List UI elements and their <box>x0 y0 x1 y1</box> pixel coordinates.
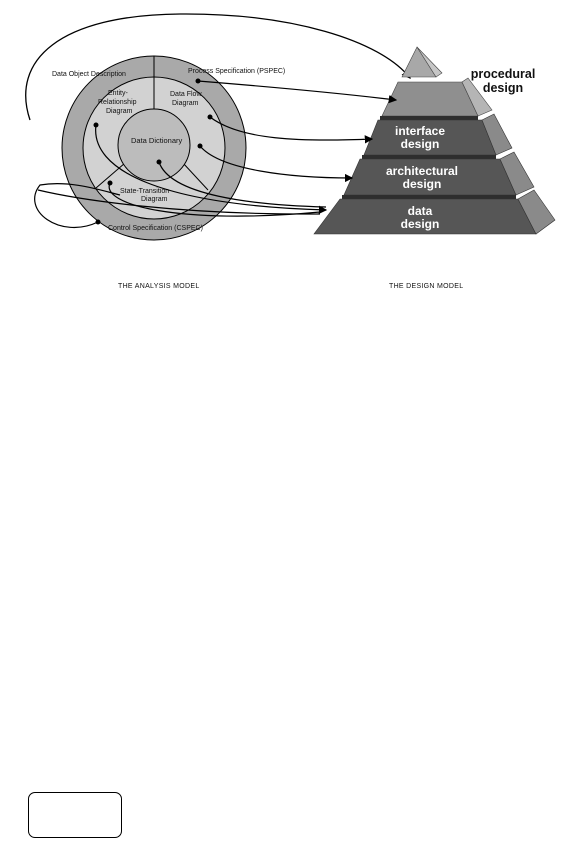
analysis-model-caption: THE ANALYSIS MODEL <box>118 283 200 290</box>
interface-band <box>362 155 496 159</box>
procedural-label-line2: design <box>482 81 524 95</box>
data-object-description-label: Data Object Description <box>52 71 126 78</box>
std-label-line2: Diagram <box>141 196 168 203</box>
interface-label-line2: design <box>400 137 440 151</box>
design-model-caption: THE DESIGN MODEL <box>389 283 464 290</box>
process-specification-label: Process Specification (PSPEC) <box>188 68 286 75</box>
procedural-tier-front <box>382 82 478 116</box>
architectural-label-line2: design <box>402 177 442 191</box>
erd-label-line2: Relationship <box>98 99 137 106</box>
erd-label-line3: Diagram <box>106 108 133 115</box>
procedural-band <box>380 116 478 120</box>
architectural-label-line1: architectural <box>385 164 459 178</box>
dfd-label-line1: Data Flow <box>170 91 202 98</box>
erd-label-line1: Entity- <box>108 90 128 97</box>
data-label-line2: design <box>400 217 440 231</box>
footer-box <box>28 792 122 838</box>
analysis-design-figure <box>0 0 571 300</box>
design-model-pyramid <box>314 47 555 234</box>
data-dictionary-circle <box>118 109 190 181</box>
data-label-line1: data <box>407 204 433 218</box>
procedural-label-line1: procedural <box>470 67 536 81</box>
std-label-line1: State-Transition <box>120 188 170 195</box>
interface-label-line1: interface <box>394 124 446 138</box>
control-specification-label: Control Specification (CSPEC) <box>108 225 203 232</box>
architectural-band <box>342 195 516 199</box>
data-dictionary-label: Data Dictionary <box>131 136 183 145</box>
dfd-label-line2: Diagram <box>172 100 199 107</box>
